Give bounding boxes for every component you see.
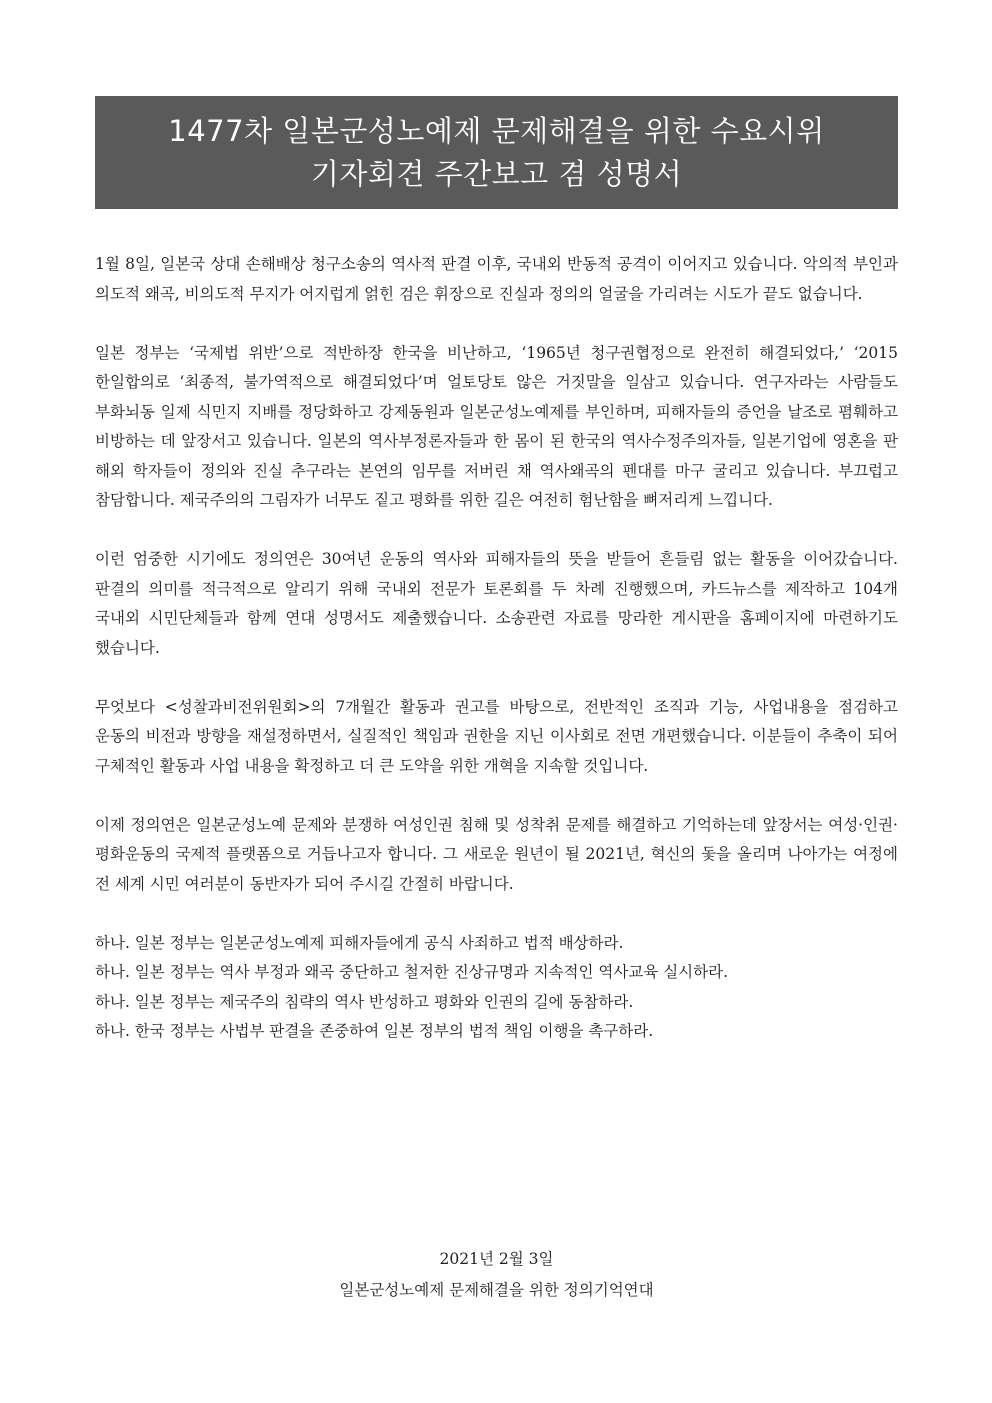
statement-date: 2021년 2월 3일 bbox=[439, 1250, 554, 1268]
paragraph-5: 이제 정의연은 일본군성노예 문제와 분쟁하 여성인권 침해 및 성착취 문제를 해결하고 기억하는데 앞장서는 여성·인권·평화운동의 국제적 플랫폼으로 거듭나고자 합니다. 그 새로운 원년이 될 2021년, 혁신의 돛을 올리며 나아가는 여정에 전 세계 시민 여러분이 동반자가 되어 주시길 간절히 바랍니다. bbox=[95, 815, 898, 893]
statement-body bbox=[95, 250, 898, 1047]
resolution-item-4: 하나. 한국 정부는 사법부 판결을 존중하여 일본 정부의 법적 책임 이행을 촉구하라. bbox=[95, 1022, 654, 1040]
resolution-list bbox=[95, 929, 898, 1047]
paragraph-4: 무엇보다 <성찰과비전위원회>의 7개월간 활동과 권고를 바탕으로, 전반적인 조직과 기능, 사업내용을 점검하고 운동의 비전과 방향을 재설정하면서, 실질적인 책임과 권한을 지닌 이사회로 전면 개편했습니다. 이분들이 추축이 되어 구체적인 활동과 사업 내용을 확정하고 더 큰 도약을 위한 개혁을 지속할 것입니다. bbox=[95, 697, 898, 775]
resolution-item-3: 하나. 일본 정부는 제국주의 침략의 역사 반성하고 평화와 인권의 길에 동참하라. bbox=[95, 992, 634, 1011]
title-line-2: 기자회견 주간보고 겸 성명서 bbox=[310, 156, 683, 191]
paragraph-3: 이런 엄중한 시기에도 정의연은 30여년 운동의 역사와 피해자들의 뜻을 받들어 흔들림 없는 활동을 이어갔습니다. 판결의 의미를 적극적으로 알리기 위해 국내외 전문가 토론회를 두 차례 진행했으며, 카드뉴스를 제작하고 104개 국내외 시민단체들과 함께 연대 성명서도 제출했습니다. 소송관련 자료를 망라한 게시판을 홈페이지에 마련하기도 했습니다. bbox=[95, 550, 898, 657]
title-banner bbox=[95, 96, 898, 209]
paragraph-1: 1월 8일, 일본국 상대 손해배상 청구소송의 역사적 판결 이후, 국내외 반동적 공격이 이어지고 있습니다. 악의적 부인과 의도적 왜곡, 비의도적 무지가 어지럽게 얽힌 검은 휘장으로 진실과 정의의 얼굴을 가리려는 시도가 끝도 없습니다. bbox=[95, 255, 898, 303]
resolution-item-2: 하나. 일본 정부는 역사 부정과 왜곡 중단하고 철저한 진상규명과 지속적인 역사교육 실시하라. bbox=[95, 963, 729, 981]
statement-footer bbox=[95, 1244, 898, 1306]
resolution-item-1: 하나. 일본 정부는 일본군성노예제 피해자들에게 공식 사죄하고 법적 배상하라. bbox=[95, 933, 624, 952]
organization-name: 일본군성노예제 문제해결을 위한 정의기억연대 bbox=[339, 1281, 654, 1299]
title-line-1: 1477차 일본군성노예제 문제해결을 위한 수요시위 bbox=[168, 113, 825, 148]
paragraph-2: 일본 정부는 ‘국제법 위반’으로 적반하장 한국을 비난하고, ‘1965년 청구권협정으로 완전히 해결되었다,’ ‘2015 한일합의로 ‘최종적, 불가역적으로 해결되었다’며 얼토당토 않은 거짓말을 일삼고 있습니다. 연구자라는 사람들도 부화뇌동 일제 식민지 지배를 정당화하고 강제동원과 일본군성노예제를 부인하며, 피해자들의 증언을 날조로 폄훼하고 비방하는 데 앞장서고 있습니다. 일본의 역사부정론자들과 한 몸이 된 한국의 역사수정주의자들, 일본기업에 영혼을 판 해외 학자들이 정의와 진실 추구라는 본연의 임무를 저버린 채 역사왜곡의 펜대를 마구 굴리고 있습니다. 부끄럽고 참담합니다. 제국주의의 그림자가 너무도 짙고 평화를 위한 길은 여전히 험난함을 뼈저리게 느낍니다. bbox=[95, 343, 898, 509]
